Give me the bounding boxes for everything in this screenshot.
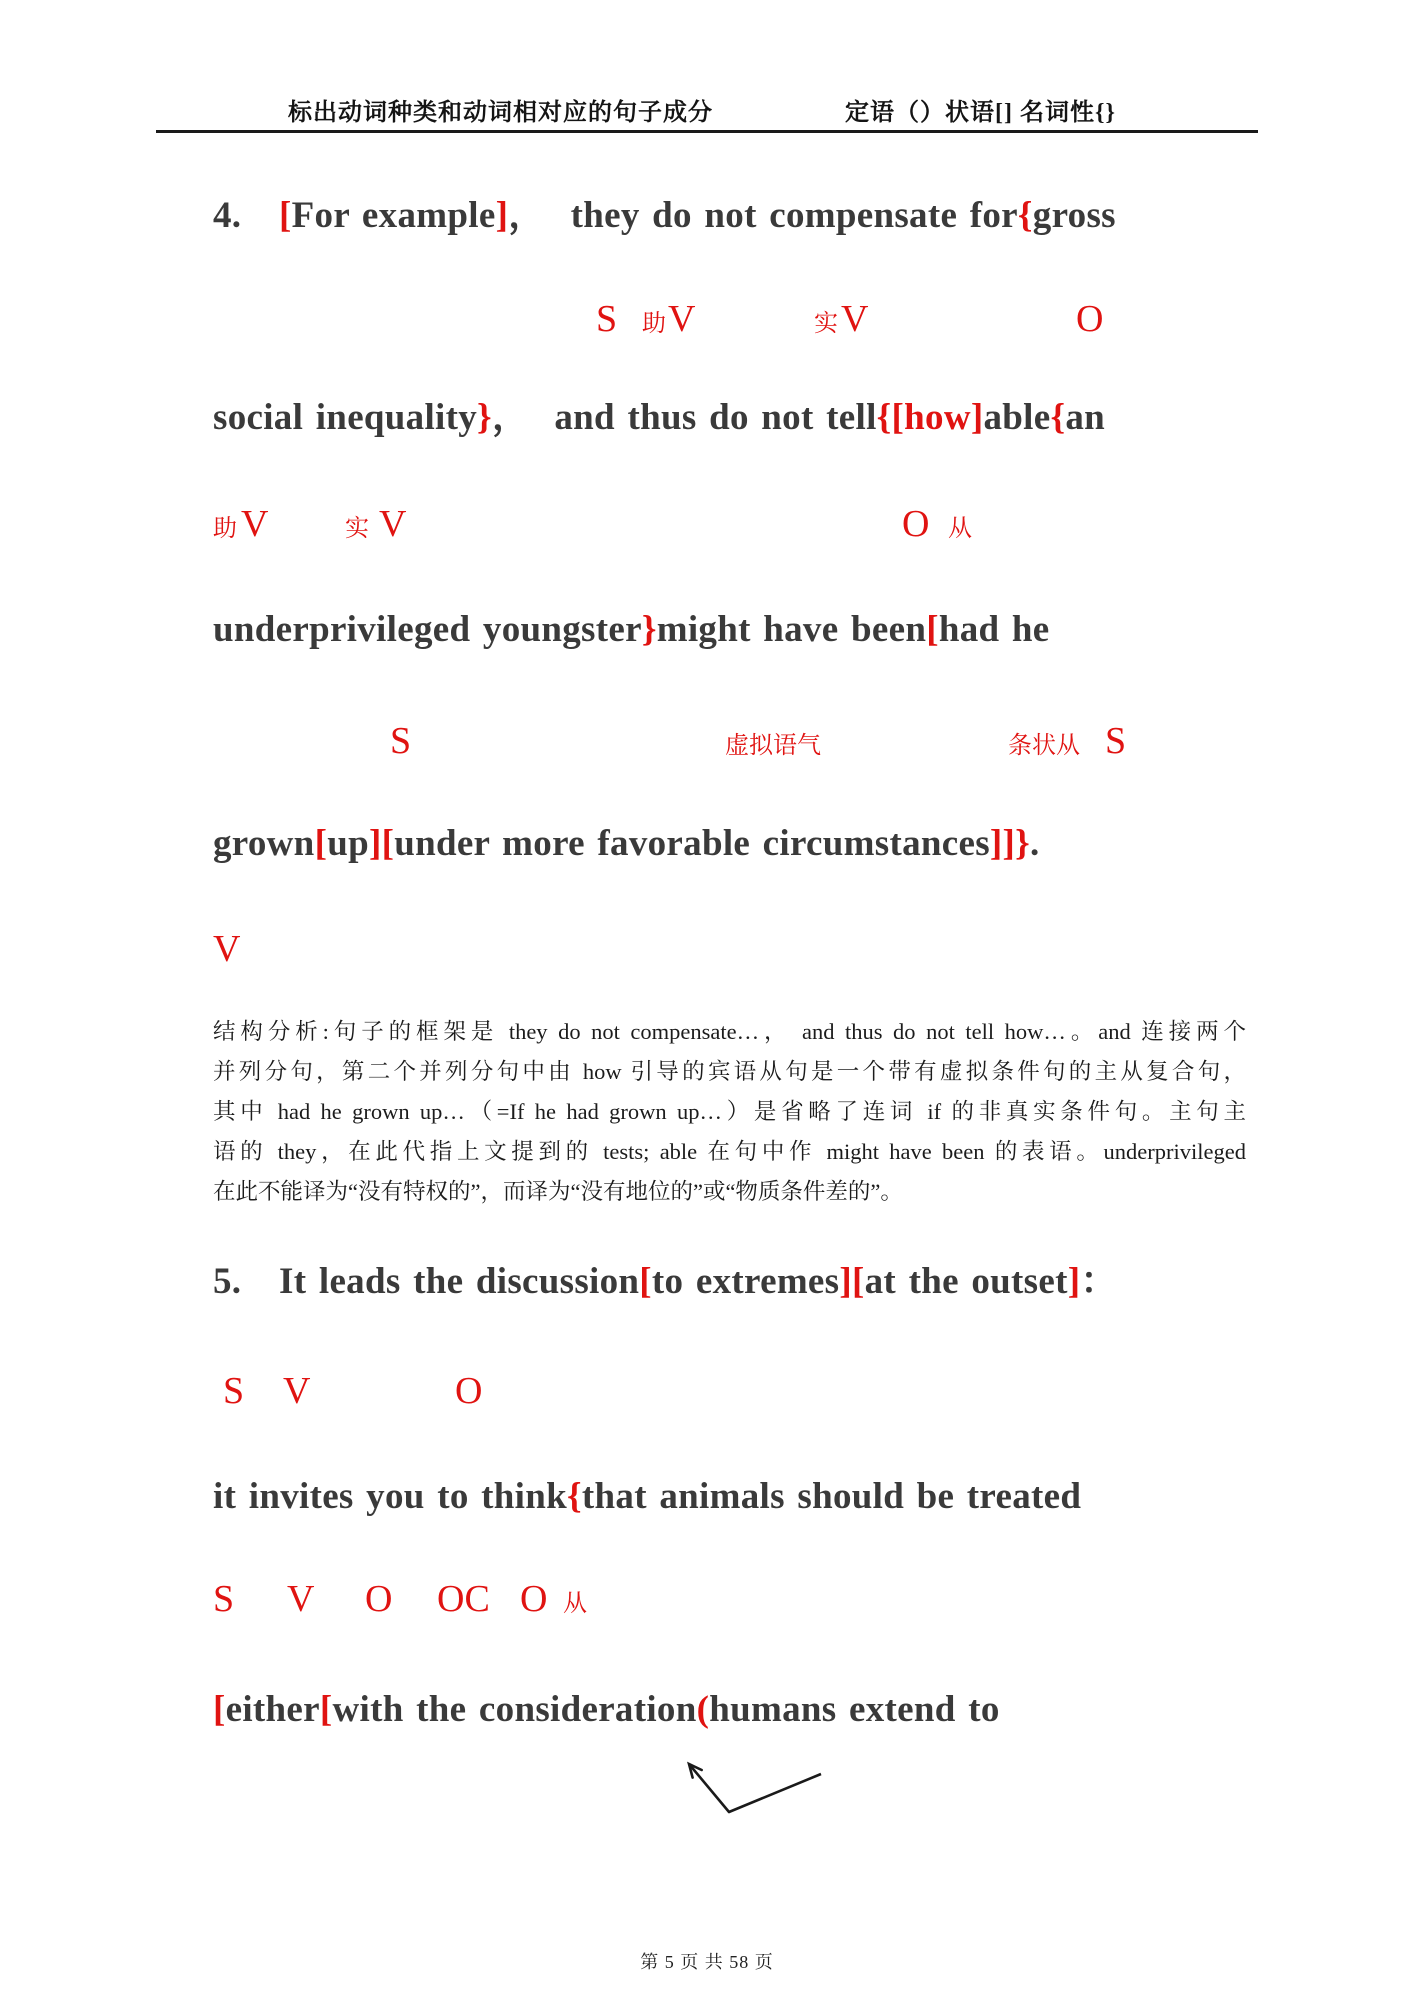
bracket-red-segment: } xyxy=(641,609,657,650)
sentence-4-line-1 xyxy=(213,196,1116,237)
text-segment: under more favorable circumstances xyxy=(394,823,990,864)
label-object: O xyxy=(902,503,930,545)
bracket-red-segment: [ xyxy=(319,1689,333,1730)
header-legend: 定语（）状语[] 名词性{} xyxy=(845,100,1116,126)
text-segment: ： xyxy=(1080,1261,1118,1302)
bracket-red-segment: { xyxy=(1017,195,1033,236)
bracket-red-segment: [ xyxy=(213,1689,226,1730)
bracket-red-segment: { xyxy=(1050,397,1066,438)
label-verb: V xyxy=(213,928,241,970)
label-main-verb: V xyxy=(841,298,869,340)
label-aux-verb: V xyxy=(241,503,269,545)
analysis-line: 其中 had he grown up…（=If he had grown up…）是省略了连词 if 的非真实条件句。主句主 xyxy=(213,1099,1246,1124)
sentence-5-line-1 xyxy=(213,1262,1118,1303)
analysis-line: 语的 they，在此代指上文提到的 tests; able 在句中作 might have been 的表语。underprivileged xyxy=(213,1139,1246,1164)
sentence-5-line-3 xyxy=(213,1690,1000,1731)
label-subject-2: S xyxy=(1105,720,1127,762)
text-segment: with the consideration xyxy=(332,1689,697,1730)
label-subject: S xyxy=(390,720,412,762)
text-segment: might have been xyxy=(656,609,927,650)
text-segment: to extremes xyxy=(651,1261,840,1302)
text-segment: For example xyxy=(291,195,496,236)
label-aux-cn: 助 xyxy=(642,311,666,337)
analysis-line: 在此不能译为“没有特权的”，而译为“没有地位的”或“物质条件差的”。 xyxy=(213,1179,903,1204)
label-subject: S xyxy=(223,1370,245,1412)
label-object: O xyxy=(455,1370,483,1412)
label-object-complement: OC xyxy=(437,1578,490,1620)
text-segment: at the outset xyxy=(864,1261,1068,1302)
hand-drawn-arrow xyxy=(640,1740,840,1830)
bracket-red-segment: [ xyxy=(314,823,328,864)
header-left-title: 标出动词种类和动词相对应的句子成分 xyxy=(288,100,713,126)
text-segment: an xyxy=(1065,397,1106,438)
text-segment: grown xyxy=(213,823,315,864)
label-main-cn: 实 xyxy=(814,311,838,337)
page-footer: 第 5 页 共 58 页 xyxy=(640,1952,774,1972)
label-object: O xyxy=(1076,298,1104,340)
analysis-line: 结构分析:句子的框架是 they do not compensate…， and thus do not tell how…。and 连接两个 xyxy=(213,1019,1246,1044)
label-object: O xyxy=(365,1578,393,1620)
text-segment: social inequality xyxy=(213,397,478,438)
bracket-red-segment: } xyxy=(477,397,492,438)
bracket-red-segment: ][ xyxy=(368,823,395,864)
label-aux-verb: V xyxy=(668,298,696,340)
bracket-red-segment: [ xyxy=(639,1261,652,1302)
text-segment: that animals should be treated xyxy=(581,1476,1082,1517)
label-verb: V xyxy=(283,1370,311,1412)
text-segment: gross xyxy=(1032,195,1116,236)
text-segment: humans extend to xyxy=(709,1689,1000,1730)
text-segment: had he xyxy=(938,609,1050,650)
bracket-red-segment: { xyxy=(567,1476,582,1517)
bracket-red-segment: ]]} xyxy=(989,823,1031,864)
label-aux-cn: 助 xyxy=(213,516,237,542)
sentence-4-line-3 xyxy=(213,610,1050,651)
text-segment: either xyxy=(225,1689,320,1730)
label-subjunctive-mood: 虚拟语气 xyxy=(725,733,821,759)
text-segment: underprivileged youngster xyxy=(213,609,642,650)
label-main-verb: V xyxy=(379,503,407,545)
bracket-red-segment: ( xyxy=(696,1689,710,1730)
sentence-5-line-2 xyxy=(213,1477,1081,1518)
text-segment: it invites you to think xyxy=(213,1476,568,1517)
bracket-red-segment: ][ xyxy=(839,1261,865,1302)
sentence-4-line-2 xyxy=(213,398,1105,439)
text-segment: 5. It leads the discussion xyxy=(213,1261,640,1302)
label-object-2: O xyxy=(520,1578,548,1620)
bracket-red-segment: ] xyxy=(1067,1261,1081,1302)
label-conditional-clause: 条状从 xyxy=(1008,733,1080,759)
label-clause-cn: 从 xyxy=(563,1591,587,1617)
text-segment: they do not compensate for xyxy=(570,195,1018,236)
bracket-red-segment: [ xyxy=(926,609,939,650)
bracket-red-segment: ] xyxy=(495,195,509,236)
label-subject: S xyxy=(213,1578,235,1620)
text-segment: ， and thus do not tell xyxy=(491,397,877,438)
analysis-line: 并列分句，第二个并列分句中由 how 引导的宾语从句是一个带有虚拟条件句的主从复合句， xyxy=(213,1059,1246,1084)
bracket-red-segment: [ xyxy=(279,195,292,236)
label-verb: V xyxy=(287,1578,315,1620)
text-segment: able xyxy=(983,397,1051,438)
text-segment: ， xyxy=(508,195,571,236)
text-segment: . xyxy=(1030,823,1040,864)
text-segment: 4. xyxy=(213,195,279,236)
label-subject: S xyxy=(596,298,618,340)
header-rule xyxy=(156,130,1258,133)
text-segment: up xyxy=(327,823,369,864)
bracket-red-segment: {[how] xyxy=(876,397,984,438)
label-main-cn: 实 xyxy=(345,516,369,542)
label-clause-cn: 从 xyxy=(948,516,972,542)
sentence-4-line-4 xyxy=(213,824,1040,865)
